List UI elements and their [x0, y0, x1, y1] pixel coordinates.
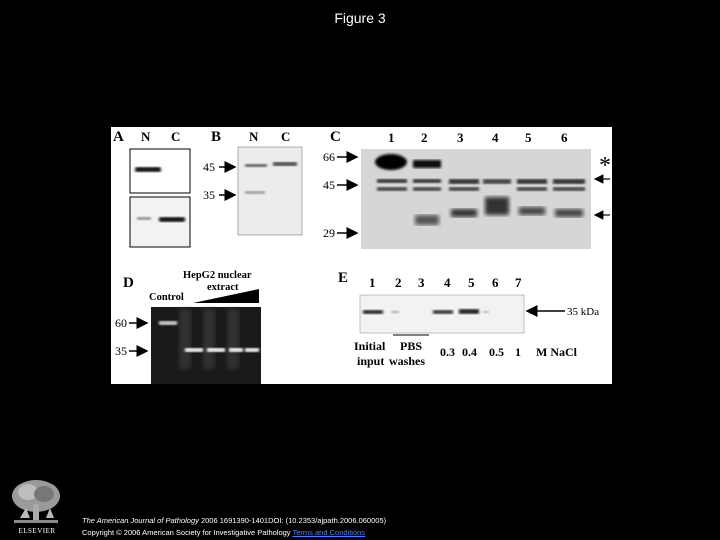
panel-b [203, 129, 302, 235]
panel-e-lane-label: 2 [395, 275, 402, 290]
panel-c [323, 129, 611, 249]
panel-c-marker-29: 29 [323, 226, 335, 240]
citation-block [82, 515, 386, 539]
panel-c-lane-label: 6 [561, 130, 568, 145]
copyright-text: Copyright © 2006 American Society for Investigative Pathology [82, 528, 293, 537]
panel-e-lane-label: 4 [444, 275, 451, 290]
panel-a-label: A [113, 129, 124, 145]
panel-e [338, 270, 599, 368]
panel-a-lane-c: C [171, 129, 181, 144]
panel-b-marker-35: 35 [203, 188, 215, 202]
panel-d-marker-35: 35 [115, 344, 127, 358]
panel-a-lane-n: N [141, 129, 151, 144]
panel-e-lane-label: 5 [468, 275, 475, 290]
panel-e-input: input [357, 354, 385, 368]
panel-e-label: E [338, 270, 349, 286]
panel-e-salt-unit: M NaCl [536, 345, 577, 359]
panel-a-band [137, 217, 151, 220]
journal-name: The American Journal of Pathology [82, 516, 199, 525]
panel-b-lane-c: C [281, 129, 291, 144]
panel-b-label: B [211, 129, 222, 145]
panel-c-lane-label: 5 [525, 130, 532, 145]
panel-c-lane-label: 2 [421, 130, 428, 145]
panel-e-lane-label: 7 [515, 275, 522, 290]
panel-e-initial: Initial [354, 339, 386, 353]
panel-e-pbs: PBS [400, 339, 423, 353]
panel-d-label: D [123, 275, 134, 291]
panel-c-lane-label: 1 [388, 130, 395, 145]
panel-c-asterisk: * [599, 153, 611, 179]
panel-d-extract-line2: extract [207, 282, 239, 293]
panel-b-lane-n: N [249, 129, 259, 144]
panel-d-control: Control [149, 292, 184, 303]
panel-a-band [135, 167, 161, 172]
panel-d-marker-60: 60 [115, 316, 127, 330]
panel-b-marker-45: 45 [203, 160, 215, 174]
panel-e-lane-label: 1 [369, 275, 376, 290]
panel-e-salt: 0.3 [440, 345, 455, 359]
panel-e-salt: 0.4 [462, 345, 477, 359]
citation-details: 2006 1691390-1401DOI: (10.2353/ajpath.2006.060005) [198, 516, 387, 525]
panel-c-lane-label: 4 [492, 130, 499, 145]
panel-c-label: C [330, 129, 341, 145]
panel-e-salt: 0.5 [489, 345, 504, 359]
figure-image [111, 127, 612, 384]
panel-e-washes: washes [389, 354, 426, 368]
panel-c-marker-45: 45 [323, 178, 335, 192]
publisher-name: ELSEVIER [18, 527, 56, 535]
panel-e-lane-label: 3 [418, 275, 425, 290]
terms-link[interactable]: Terms and Conditions [292, 528, 366, 537]
panel-a [113, 129, 190, 247]
citation-line [82, 515, 386, 527]
panel-e-kda: 35 kDa [567, 306, 600, 318]
copyright-line [82, 527, 386, 539]
panel-e-lane-label: 6 [492, 275, 499, 290]
panel-d [115, 270, 261, 384]
panel-d-extract-line1: HepG2 nuclear [183, 270, 252, 281]
panel-c-lane-label: 3 [457, 130, 464, 145]
panel-e-salt: 1 [515, 345, 521, 359]
panel-a-band [159, 217, 185, 222]
figure-title: Figure 3 [334, 10, 386, 26]
tree-icon [6, 478, 66, 526]
panel-c-marker-66: 66 [323, 150, 335, 164]
